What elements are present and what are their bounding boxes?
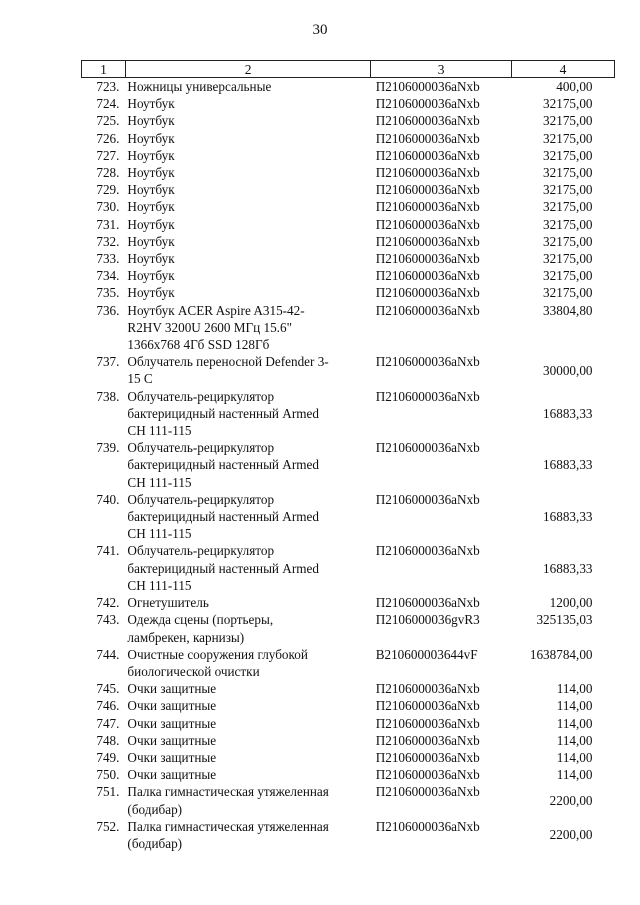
- table-row: [82, 388, 615, 440]
- item-name: Ноутбук: [127, 165, 175, 181]
- item-name: [125, 818, 370, 852]
- row-number: 752.: [96, 818, 120, 834]
- table-row: [82, 267, 615, 284]
- item-name: Ноутбук: [127, 199, 175, 215]
- inventory-table: [81, 60, 615, 852]
- item-name: [125, 353, 370, 387]
- item-name-line: бактерицидный настенный Armed: [127, 509, 319, 525]
- table-row: [82, 439, 615, 491]
- inventory-code: П2106000036aNxb: [375, 147, 480, 163]
- amount: 2200,00: [549, 792, 593, 808]
- inventory-code: П2106000036aNxb: [375, 165, 480, 181]
- row-number: 725.: [96, 113, 120, 129]
- item-name: Ноутбук: [127, 96, 175, 112]
- amount: 400,00: [556, 79, 593, 94]
- table-row: [82, 715, 615, 732]
- amount: 114,00: [556, 681, 593, 697]
- inventory-code: П2106000036aNxb: [375, 182, 480, 198]
- amount: 32175,00: [543, 165, 593, 181]
- inventory-code: П2106000036aNxb: [375, 767, 480, 783]
- row-number: 749.: [96, 749, 120, 765]
- table-row: [82, 491, 615, 543]
- table-row: [82, 147, 615, 164]
- amount: 114,00: [556, 715, 593, 731]
- item-name: Ножницы универсальные: [127, 79, 272, 94]
- table-row: [82, 164, 615, 181]
- item-name-line: 15 С: [127, 371, 153, 387]
- inventory-code: П2106000036aNxb: [375, 113, 480, 129]
- amount: 114,00: [556, 698, 593, 714]
- row-number: 748.: [96, 732, 120, 748]
- inventory-code: П2106000036aNxb: [375, 698, 480, 714]
- inventory-code: П2106000036aNxb: [375, 199, 480, 215]
- amount: 32175,00: [543, 96, 593, 112]
- row-number: 732.: [96, 233, 120, 249]
- amount: 32175,00: [543, 182, 593, 198]
- item-name-line: биологической очистки: [127, 663, 260, 679]
- row-number: 728.: [96, 165, 120, 181]
- item-name: Ноутбук: [127, 182, 175, 198]
- item-name-line: Облучатель-рециркулятор: [127, 543, 275, 559]
- column-header-number: 1: [82, 61, 126, 78]
- item-name: Ноутбук: [127, 216, 175, 232]
- table-row: [82, 198, 615, 215]
- item-name-line: Облучатель-рециркулятор: [127, 440, 275, 456]
- amount: 32175,00: [543, 216, 593, 232]
- table-row: [82, 284, 615, 301]
- item-name: Очки защитные: [127, 749, 217, 765]
- amount: 2200,00: [549, 827, 593, 843]
- amount: 325135,03: [536, 612, 593, 628]
- table-row: [82, 233, 615, 250]
- inventory-code: П2106000036aNxb: [375, 79, 480, 94]
- item-name-line: бактерицидный настенный Armed: [127, 560, 319, 576]
- inventory-code: П2106000036aNxb: [375, 354, 480, 370]
- item-name: Очки защитные: [127, 698, 217, 714]
- row-number: 729.: [96, 182, 120, 198]
- amount: 114,00: [556, 749, 593, 765]
- table-body: [82, 78, 615, 853]
- row-number: 742.: [96, 595, 120, 611]
- table-row: [82, 594, 615, 611]
- page-number: 30: [312, 22, 328, 38]
- item-name-line: бактерицидный настенный Armed: [127, 405, 319, 421]
- item-name-line: ламбрекен, карнизы): [127, 629, 245, 645]
- item-name: [125, 783, 370, 817]
- item-name-line: СН 111-115: [127, 526, 192, 542]
- inventory-code: П2106000036aNxb: [375, 749, 480, 765]
- row-number: 743.: [96, 612, 120, 628]
- table-row: [82, 250, 615, 267]
- amount: 32175,00: [543, 199, 593, 215]
- table-row: [82, 766, 615, 783]
- row-number: 736.: [96, 302, 120, 318]
- amount: 114,00: [556, 767, 593, 783]
- item-name: [125, 542, 370, 594]
- amount: 1638784,00: [529, 646, 593, 662]
- table-row: [82, 697, 615, 714]
- item-name-line: Облучатель переносной Defender 3-: [127, 354, 329, 370]
- amount: 16883,33: [543, 560, 593, 576]
- item-name-line: Одежда сцены (портьеры,: [127, 612, 274, 628]
- table-row: [82, 542, 615, 594]
- amount: 114,00: [556, 732, 593, 748]
- inventory-code: П2106000036aNxb: [375, 96, 480, 112]
- item-name: Ноутбук: [127, 147, 175, 163]
- item-name: Ноутбук: [127, 268, 175, 284]
- item-name-line: 1366x768 4Гб SSD 128Гб: [127, 337, 270, 353]
- table-row: [82, 181, 615, 198]
- row-number: 724.: [96, 96, 120, 112]
- table-header: [82, 61, 615, 78]
- table-row: [82, 646, 615, 680]
- item-name-line: СН 111-115: [127, 577, 192, 593]
- table-row: [82, 302, 615, 354]
- row-number: 751.: [96, 784, 120, 800]
- row-number: 738.: [96, 388, 120, 404]
- row-number: 744.: [96, 646, 120, 662]
- inventory-code: П2106000036aNxb: [375, 681, 480, 697]
- row-number: 747.: [96, 715, 120, 731]
- item-name-line: Ноутбук ACER Aspire A315-42-: [127, 302, 305, 318]
- item-name-line: Очистные сооружения глубокой: [127, 646, 308, 662]
- item-name-line: Палка гимнастическая утяжеленная: [127, 818, 329, 834]
- amount: 32175,00: [543, 251, 593, 267]
- item-name-line: Облучатель-рециркулятор: [127, 491, 275, 507]
- inventory-code: П2106000036aNxb: [375, 595, 480, 611]
- table-row: [82, 749, 615, 766]
- inventory-code: П2106000036aNxb: [375, 268, 480, 284]
- item-name: Очки защитные: [127, 681, 217, 697]
- row-number: 750.: [96, 767, 120, 783]
- inventory-code: П2106000036aNxb: [375, 715, 480, 731]
- table-row: [82, 130, 615, 147]
- inventory-code: П2106000036aNxb: [375, 543, 480, 559]
- inventory-code: П2106000036aNxb: [375, 285, 480, 301]
- amount: 30000,00: [543, 362, 593, 378]
- item-name: Ноутбук: [127, 130, 175, 146]
- amount: 33804,80: [543, 302, 593, 318]
- column-header-code: 3: [371, 61, 512, 78]
- item-name-line: (бодибар): [127, 801, 183, 817]
- amount: 32175,00: [543, 147, 593, 163]
- amount: 16883,33: [543, 509, 593, 525]
- item-name-line: Палка гимнастическая утяжеленная: [127, 784, 329, 800]
- table-row: [82, 680, 615, 697]
- amount: 32175,00: [543, 130, 593, 146]
- item-name-line: Облучатель-рециркулятор: [127, 388, 275, 404]
- table-row: [82, 112, 615, 129]
- inventory-code: П2106000036aNxb: [375, 216, 480, 232]
- item-name-line: R2HV 3200U 2600 МГц 15.6": [127, 319, 292, 335]
- amount: 32175,00: [543, 268, 593, 284]
- item-name: [125, 388, 370, 440]
- item-name: Ноутбук: [127, 233, 175, 249]
- inventory-code: П2106000036aNxb: [375, 233, 480, 249]
- item-name-line: СН 111-115: [127, 474, 192, 490]
- amount: 32175,00: [543, 113, 593, 129]
- table-row: [82, 818, 615, 852]
- item-name: [125, 611, 370, 645]
- inventory-code: П2106000036aNxb: [375, 440, 480, 456]
- row-number: 730.: [96, 199, 120, 215]
- item-name: Ноутбук: [127, 285, 175, 301]
- row-number: 737.: [96, 354, 120, 370]
- inventory-code: П2106000036gvR3: [375, 612, 480, 628]
- inventory-code: П2106000036aNxb: [375, 491, 480, 507]
- amount: 32175,00: [543, 285, 593, 301]
- item-name: Ноутбук: [127, 113, 175, 129]
- row-number: 726.: [96, 130, 120, 146]
- inventory-code: В210600003644vF: [375, 646, 478, 662]
- item-name: Очки защитные: [127, 767, 217, 783]
- amount: 1200,00: [549, 595, 593, 611]
- inventory-code: П2106000036aNxb: [375, 818, 480, 834]
- column-header-name: 2: [125, 61, 370, 78]
- inventory-code: П2106000036aNxb: [375, 130, 480, 146]
- row-number: 723.: [96, 79, 120, 94]
- amount: 32175,00: [543, 233, 593, 249]
- row-number: 746.: [96, 698, 120, 714]
- table-row: [82, 611, 615, 645]
- item-name: Очки защитные: [127, 732, 217, 748]
- inventory-code: П2106000036aNxb: [375, 251, 480, 267]
- row-number: 734.: [96, 268, 120, 284]
- inventory-code: П2106000036aNxb: [375, 302, 480, 318]
- row-number: 731.: [96, 216, 120, 232]
- row-number: 739.: [96, 440, 120, 456]
- row-number: 727.: [96, 147, 120, 163]
- item-name: Ноутбук: [127, 251, 175, 267]
- row-number: 733.: [96, 251, 120, 267]
- table-row: [82, 353, 615, 387]
- table-row: [82, 216, 615, 233]
- item-name: [125, 302, 370, 354]
- amount: 16883,33: [543, 457, 593, 473]
- item-name: [125, 491, 370, 543]
- inventory-code: П2106000036aNxb: [375, 732, 480, 748]
- row-number: 735.: [96, 285, 120, 301]
- table-row: [82, 95, 615, 112]
- table-row: [82, 732, 615, 749]
- row-number: 741.: [96, 543, 120, 559]
- item-name: Огнетушитель: [127, 595, 209, 611]
- header-row: [82, 61, 615, 78]
- item-name: Очки защитные: [127, 715, 217, 731]
- item-name-line: (бодибар): [127, 835, 183, 851]
- table-row: [82, 783, 615, 817]
- inventory-code: П2106000036aNxb: [375, 784, 480, 800]
- row-number: 745.: [96, 681, 120, 697]
- inventory-code: П2106000036aNxb: [375, 388, 480, 404]
- item-name: [125, 646, 370, 680]
- amount: 16883,33: [543, 405, 593, 421]
- column-header-amount: 4: [512, 61, 615, 78]
- row-number: 740.: [96, 491, 120, 507]
- table-row: [82, 78, 615, 96]
- item-name-line: бактерицидный настенный Armed: [127, 457, 319, 473]
- item-name-line: СН 111-115: [127, 423, 192, 439]
- item-name: [125, 439, 370, 491]
